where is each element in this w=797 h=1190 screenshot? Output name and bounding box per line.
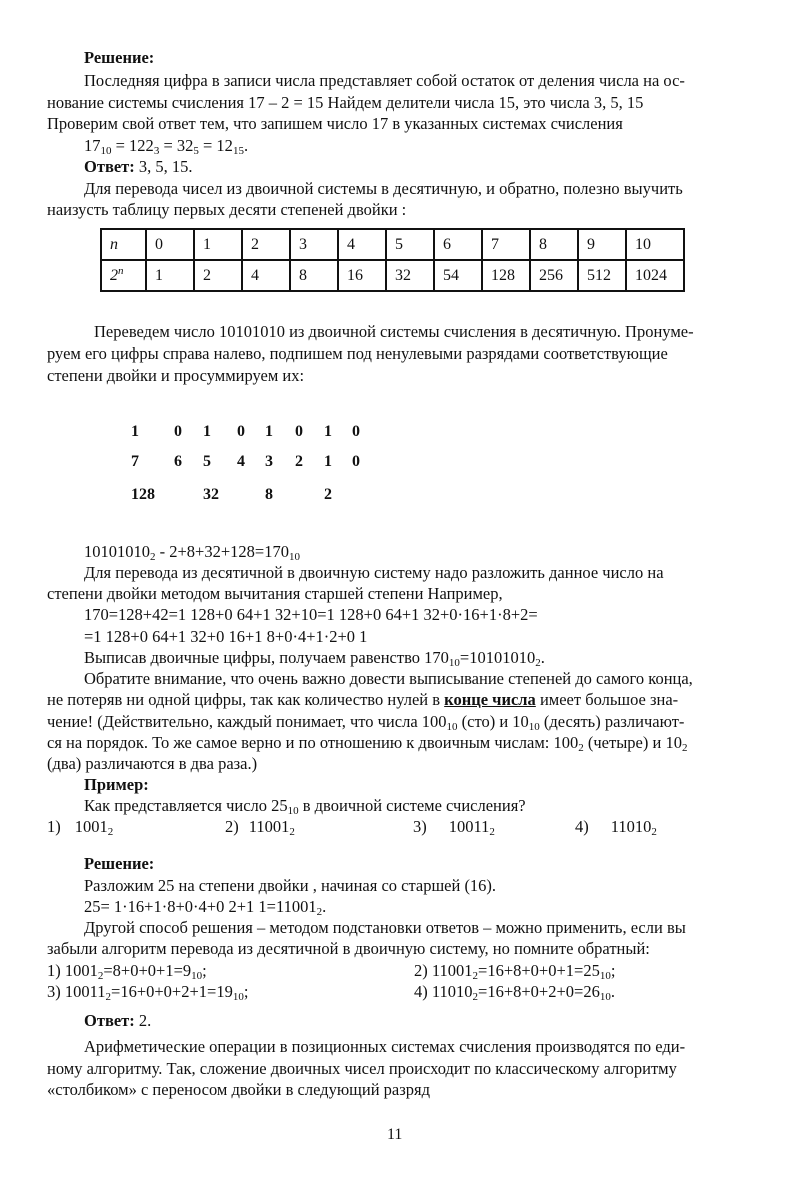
table-cell: 32 [386, 260, 434, 291]
paragraph-line: Обратите внимание, что очень важно довести выписывание степеней до самого конца, [84, 669, 693, 688]
bit-digit: 0 [237, 423, 245, 440]
answer-line: Ответ: 2. [84, 1011, 152, 1030]
position-digit: 1 [324, 453, 332, 470]
table-header-cell: 2$^n$ [101, 260, 146, 291]
weight-value: 2 [324, 486, 332, 503]
table-cell: 54 [434, 260, 482, 291]
table-cell: 2 [242, 229, 290, 260]
bit-digit: 1 [265, 423, 273, 440]
table-cell: 2 [194, 260, 242, 291]
weight-value: 8 [265, 486, 273, 503]
table-cell: 9 [578, 229, 626, 260]
equation-line: $17_{10} = 122_3 = 32_5 = 12_{15}$. [84, 136, 249, 157]
table-cell: 3 [290, 229, 338, 260]
page-number: 11 [387, 1126, 403, 1143]
equation-line: =1 128+0 64+1 32+0 16+1 8+0·4+1·2+0 1 [84, 627, 368, 646]
check-item: 2) $11001_2=16+8+0+0+1=25_{10}$; [414, 961, 616, 982]
powers-of-two-table [100, 228, 685, 292]
bit-digit: 0 [295, 423, 303, 440]
paragraph-line: Арифметические операции в позиционных системах счисления производятся по еди- [84, 1037, 686, 1056]
paragraph-line: руем его цифры справа налево, подпишем под ненулевыми разрядами соответствующие [47, 344, 668, 363]
equation-line: $10101010_2 - 2+8+32+128=170_{10}$ [84, 542, 300, 563]
table-cell: 8 [290, 260, 338, 291]
position-digit: 3 [265, 453, 273, 470]
paragraph-line: не потеряв ни одной цифры, так как количество нулей в конце числа имеет большое зна- [47, 690, 679, 709]
table-cell: 10 [626, 229, 684, 260]
weight-value: 32 [203, 486, 219, 503]
paragraph-line: Для перевода из десятичной в двоичную систему надо разложить данное число на [84, 563, 664, 582]
option-item: 3) $10011_2$ [413, 817, 495, 838]
table-cell: 512 [578, 260, 626, 291]
paragraph-line: чение! (Действительно, каждый понимает, что числа $100_{10}$ (сто) и $10_{10}$ (десять) различают- [47, 712, 685, 733]
paragraph-line: Последняя цифра в записи числа представляет собой остаток от деления числа на ос- [84, 71, 685, 90]
paragraph-line: Проверим свой ответ тем, что запишем число 17 в указанных системах счисления [47, 114, 623, 133]
paragraph-line: Для перевода чисел из двоичной системы в десятичную, и обратно, полезно выучить [84, 179, 683, 198]
bit-digit: 1 [324, 423, 332, 440]
emphasis-text: конце числа [444, 690, 536, 709]
check-item: 3) $10011_2=16+0+0+2+1=19_{10}$; [47, 982, 249, 1003]
paragraph-line: Разложим 25 на степени двойки , начиная со старшей (16). [84, 876, 497, 895]
bit-digit: 0 [174, 423, 182, 440]
table-cell: 16 [338, 260, 386, 291]
paragraph-line: Переведем число 10101010 из двоичной системы счисления в десятичную. Пронуме- [94, 322, 694, 341]
paragraph-line: степени двойки методом вычитания старшей степени Например, [47, 584, 503, 603]
solution-heading: Решение: [84, 854, 155, 873]
equation-line: 25= 1·16+1·8+0·4+0 2+1 $1=11001_2$. [84, 897, 327, 918]
table-cell: 1 [146, 260, 194, 291]
paragraph-line: ся на порядок. То же самое верно и по отношению к двоичным числам: $100_2$ (четыре) и $10_2$ [47, 733, 688, 754]
paragraph-line: наизусть таблицу первых десяти степеней двойки : [47, 200, 407, 219]
weight-value: 128 [131, 486, 155, 503]
position-digit: 6 [174, 453, 182, 470]
check-item: 4) $11010_2=16+8+0+2+0=26_{10}$. [414, 982, 615, 1003]
equation-line: 170=128+42=1 128+0 64+1 32+10=1 128+0 64+1 32+0·16+1·8+2= [84, 605, 538, 624]
answer-label: Ответ: [84, 1011, 135, 1030]
paragraph-line: (два) различаются в два раза.) [47, 754, 258, 773]
paragraph-line: «столбиком» с переносом двойки в следующий разряд [47, 1080, 430, 1099]
table-cell: 0 [146, 229, 194, 260]
paragraph-line: нование системы счисления 17 – 2 = 15 Найдем делители числа 15, это числа 3, 5, 15 [47, 93, 644, 112]
table-header-cell: n [101, 229, 146, 260]
option-item: 2) $11001_2$ [225, 817, 295, 838]
table-cell: 1024 [626, 260, 684, 291]
solution-heading: Решение: [84, 48, 155, 67]
bit-digit: 1 [203, 423, 211, 440]
table-row [101, 260, 684, 291]
paragraph-line: Другой способ решения – методом подстановки ответов – можно применить, если вы [84, 918, 686, 937]
table-cell: 4 [242, 260, 290, 291]
table-cell: 128 [482, 260, 530, 291]
question-line: Как представляется число $25_{10}$ в двоичной системе счисления? [84, 796, 526, 817]
paragraph-line: степени двойки и просуммируем их: [47, 366, 305, 385]
table-cell: 5 [386, 229, 434, 260]
example-heading: Пример: [84, 775, 149, 794]
position-digit: 4 [237, 453, 245, 470]
table-cell: 8 [530, 229, 578, 260]
bit-digit: 1 [131, 423, 139, 440]
position-digit: 0 [352, 453, 360, 470]
bit-digit: 0 [352, 423, 360, 440]
position-digit: 5 [203, 453, 211, 470]
paragraph-line: забыли алгоритм перевода из десятичной в двоичную систему, но помните обратный: [47, 939, 650, 958]
position-digit: 2 [295, 453, 303, 470]
position-digit: 7 [131, 453, 139, 470]
table-cell: 6 [434, 229, 482, 260]
option-item: 4) $11010_2$ [575, 817, 657, 838]
answer-label: Ответ: [84, 157, 135, 176]
table-cell: 4 [338, 229, 386, 260]
table-cell: 7 [482, 229, 530, 260]
table-row [101, 229, 684, 260]
answer-line: Ответ: 3, 5, 15. [84, 157, 193, 176]
paragraph-line: Выписав двоичные цифры, получаем равенство $170_{10}=10101010_2$. [84, 648, 545, 669]
table-cell: 256 [530, 260, 578, 291]
option-item: 1) $1001_2$ [47, 817, 114, 838]
table-cell: 1 [194, 229, 242, 260]
check-item: 1) $1001_2=8+0+0+1=9_{10}$; [47, 961, 207, 982]
paragraph-line: ному алгоритму. Так, сложение двоичных чисел происходит по классическому алгоритму [47, 1059, 677, 1078]
